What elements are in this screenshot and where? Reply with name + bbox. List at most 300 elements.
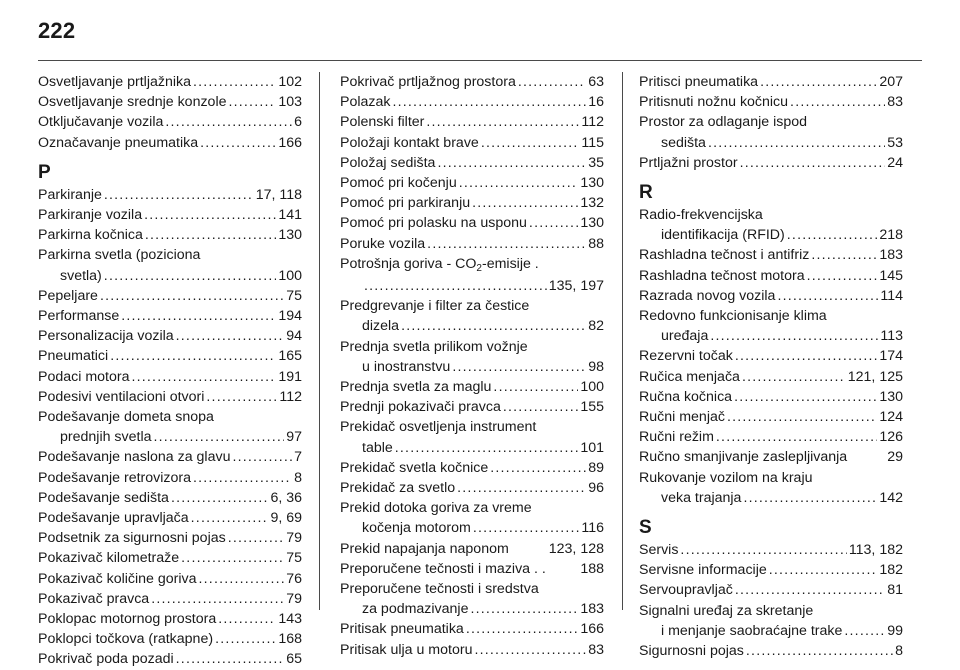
index-entry [639, 468, 903, 508]
index-term: Parkirna kočnica [38, 227, 143, 244]
page-reference: 88 [588, 235, 604, 252]
index-term: Pritisak pneumatika [340, 621, 464, 638]
index-entry-line [340, 559, 604, 579]
index-term: Rukovanje vozilom na kraju [639, 469, 813, 486]
index-entry-line [639, 641, 903, 661]
index-entry [38, 225, 302, 245]
index-term: Sigurnosni pojas [639, 643, 744, 660]
leader-dots [680, 540, 846, 560]
index-entry [340, 417, 604, 457]
index-entry-line [340, 133, 604, 153]
index-term: Pokrivač prtljažnog prostora [340, 74, 516, 90]
leader-dots [743, 488, 877, 508]
gap [847, 447, 887, 467]
leader-dots [466, 619, 579, 639]
leader-dots [777, 286, 878, 306]
index-entry-line [340, 518, 604, 538]
leader-dots [176, 326, 285, 346]
page-reference: 126 [879, 429, 903, 446]
index-entry [38, 407, 302, 447]
index-entry-line [38, 569, 302, 589]
index-entry [639, 266, 903, 286]
index-term: Polazak [340, 94, 391, 111]
page-reference: 113, 182 [848, 542, 903, 559]
index-entry [340, 498, 604, 538]
leader-dots [145, 225, 276, 245]
index-term: Prekidač za svetlo [340, 480, 456, 497]
index-entry-line [38, 528, 302, 548]
index-term: kočenja motorom [362, 520, 471, 537]
index-term: Pritisak ulja u motoru [340, 641, 473, 658]
index-entry-line [340, 296, 604, 316]
index-entry-line [340, 316, 604, 336]
subscript: 2 [476, 262, 482, 274]
index-entry-line [38, 589, 302, 609]
index-entry [38, 92, 302, 112]
index-entry [38, 133, 302, 153]
index-entry-line [639, 387, 903, 407]
page-reference: 155 [580, 399, 604, 416]
index-entry-line [38, 488, 302, 508]
index-entry [38, 649, 302, 669]
index-term: Predgrevanje i filter za čestice [340, 298, 530, 315]
page-reference: 130 [879, 388, 903, 405]
index-entry-line [639, 488, 903, 508]
page-reference: 17, 118 [255, 186, 302, 203]
leader-dots [742, 367, 846, 387]
index-term: Podaci motora [38, 368, 130, 385]
leader-dots [151, 589, 284, 609]
page-reference: 29 [887, 449, 903, 466]
index-letter-heading: S [639, 517, 652, 539]
index-term: Osvetljavanje srednje konzole [38, 94, 227, 111]
index-entry [639, 72, 903, 92]
page-reference: 76 [286, 570, 302, 587]
index-term: table [362, 439, 393, 456]
leader-dots [437, 153, 586, 173]
leader-dots [844, 621, 885, 641]
index-entry-line [38, 112, 302, 132]
page-reference: 79 [286, 590, 302, 607]
leader-dots [199, 569, 285, 589]
page-reference: 9, 69 [270, 510, 302, 527]
index-term: Servoupravljač [639, 582, 733, 599]
leader-dots [218, 609, 276, 629]
index-term: Polenski filter [340, 114, 425, 131]
page-reference: 103 [278, 94, 302, 111]
index-term: Rashladna tečnost motora [639, 267, 805, 284]
page-reference: 145 [879, 267, 903, 284]
leader-dots [121, 306, 276, 326]
index-term: Ručna kočnica [639, 388, 733, 405]
leader-dots [104, 185, 254, 205]
gap [546, 559, 581, 579]
index-entry-line [38, 367, 302, 387]
index-term: Pokazivač količine goriva [38, 570, 197, 587]
leader-dots [364, 276, 547, 296]
index-term: Parkiranje [38, 186, 102, 203]
index-entry [639, 540, 903, 560]
index-term: prednjih svetla [60, 429, 152, 446]
index-term: Potrošnja goriva - $CO_2$-emisije . [340, 255, 539, 274]
index-entry [639, 346, 903, 366]
page-reference: 79 [286, 530, 302, 547]
index-entry-line [340, 397, 604, 417]
column-divider-2 [622, 72, 623, 610]
index-term: Ručica menjača [639, 368, 740, 385]
index-term: Servis [639, 542, 679, 559]
page-reference: 165 [278, 348, 302, 365]
index-entry [340, 213, 604, 233]
index-entry-line [639, 112, 903, 132]
index-entry [38, 447, 302, 467]
index-entry [639, 92, 903, 112]
index-term: i menjanje saobraćajne trake [661, 622, 843, 639]
page-reference: 16 [588, 94, 604, 111]
index-entry-line [639, 133, 903, 153]
page-reference: 130 [278, 227, 302, 244]
page-reference: 168 [278, 631, 302, 648]
index-column-3 [639, 72, 903, 661]
leader-dots [395, 438, 579, 458]
index-entry [340, 112, 604, 132]
index-entry-line [340, 173, 604, 193]
index-column-2 [340, 72, 604, 660]
index-entry-line [340, 357, 604, 377]
index-term: Prtljažni prostor [639, 154, 738, 171]
index-entry-line [340, 234, 604, 254]
index-term: Prekid dotoka goriva za vreme [340, 500, 532, 517]
page-reference: 24 [887, 154, 903, 171]
index-term: Prekidač osvetljenja instrument [340, 419, 537, 436]
index-term: Personalizacija vozila [38, 328, 174, 345]
index-entry [340, 193, 604, 213]
index-entry [639, 641, 903, 661]
leader-dots [452, 357, 586, 377]
index-entry [38, 112, 302, 132]
index-entry [340, 92, 604, 112]
index-entry [340, 133, 604, 153]
page-reference: 75 [286, 550, 302, 567]
index-entry [340, 539, 604, 559]
page-reference: 98 [588, 358, 604, 375]
index-entry [340, 579, 604, 619]
index-term: Ručno smanjivanje zaslepljivanja [639, 449, 848, 466]
index-entry-line [340, 92, 604, 112]
page-reference: 83 [887, 94, 903, 111]
leader-dots [518, 72, 586, 92]
index-entry-line [639, 245, 903, 265]
leader-dots [735, 346, 877, 366]
page-reference: 94 [286, 328, 302, 345]
leader-dots [735, 580, 885, 600]
index-entry [340, 640, 604, 660]
index-letter-heading: R [639, 182, 653, 204]
page-reference: 182 [879, 562, 903, 579]
index-entry [639, 367, 903, 387]
index-entry-line [639, 286, 903, 306]
index-entry-line [639, 225, 903, 245]
index-term: veka trajanja [661, 489, 742, 506]
index-term: Rashladna tečnost i antifriz [639, 247, 810, 264]
leader-dots [110, 346, 276, 366]
page-reference: 116 [581, 520, 604, 537]
leader-dots [104, 266, 277, 286]
index-entry-line [340, 377, 604, 397]
index-entry-line [38, 427, 302, 447]
index-entry [38, 367, 302, 387]
index-entry [639, 427, 903, 447]
leader-dots [473, 518, 580, 538]
index-term: Podsetnik za sigurnosni pojas [38, 530, 226, 547]
index-term: svetla) [60, 267, 102, 284]
index-term: Podešavanje sedišta [38, 489, 169, 506]
page-reference: 97 [286, 429, 302, 446]
index-entry [639, 407, 903, 427]
index-term: Otključavanje vozila [38, 114, 164, 131]
index-entry [38, 286, 302, 306]
leader-dots [811, 245, 877, 265]
index-term: Ručni režim [639, 429, 714, 446]
page-reference: 89 [588, 459, 604, 476]
page-reference: 6 [294, 114, 302, 131]
page-reference: 6, 36 [270, 489, 302, 506]
index-entry-line [38, 447, 302, 467]
leader-dots [206, 387, 277, 407]
page-reference: 135, 197 [548, 278, 604, 295]
index-entry [639, 387, 903, 407]
index-entry-line [340, 478, 604, 498]
index-entry [639, 205, 903, 245]
leader-dots [457, 478, 586, 498]
leader-dots [176, 649, 285, 669]
page-reference: 166 [278, 134, 302, 151]
index-entry-line [38, 346, 302, 366]
index-entry [639, 560, 903, 580]
page-reference: 130 [580, 215, 604, 232]
index-entry [639, 447, 903, 467]
index-term: za podmazivanje [362, 601, 469, 618]
page-reference: 63 [588, 74, 604, 90]
leader-dots [716, 427, 877, 447]
index-term: u inostranstvu [362, 358, 451, 375]
index-entry [38, 306, 302, 326]
page-reference: 121, 125 [847, 368, 903, 385]
index-term: Položaj sedišta [340, 154, 436, 171]
index-entry-line [639, 621, 903, 641]
index-term: Poklopci točkova (ratkapne) [38, 631, 214, 648]
index-entry [38, 508, 302, 528]
index-term: Pepeljare [38, 287, 98, 304]
index-entry-line [38, 245, 302, 265]
page-reference: 123, 128 [548, 540, 604, 557]
index-term: Signalni uređaj za skretanje [639, 602, 814, 619]
leader-dots [529, 213, 578, 233]
index-entry-line [38, 387, 302, 407]
index-entry-line [38, 649, 302, 669]
index-entry [639, 112, 903, 152]
index-entry-line [340, 498, 604, 518]
leader-dots [727, 407, 877, 427]
leader-dots [474, 640, 586, 660]
leader-dots [472, 193, 578, 213]
leader-dots [426, 112, 579, 132]
index-term: Servisne informacije [639, 562, 767, 579]
page-reference: 166 [580, 621, 604, 638]
index-entry-line [639, 580, 903, 600]
index-term: sedišta [661, 134, 706, 151]
index-entry [340, 296, 604, 336]
index-entry-line [340, 438, 604, 458]
index-term: Poruke vozila [340, 235, 426, 252]
index-entry-line [38, 72, 302, 92]
leader-dots [427, 234, 586, 254]
index-entry-line [639, 601, 903, 621]
index-letter-heading: P [38, 161, 51, 183]
leader-dots [490, 458, 586, 478]
index-entry-line [639, 407, 903, 427]
index-entry [38, 629, 302, 649]
index-term: Preporučene tečnosti i maziva . . [340, 560, 546, 577]
index-term: Radio-frekvencijska [639, 207, 763, 224]
leader-dots [193, 468, 292, 488]
index-entry-line [38, 133, 302, 153]
index-entry [340, 619, 604, 639]
index-term: Podešavanje retrovizora [38, 469, 191, 486]
index-term: Pomoć pri polasku na usponu [340, 215, 527, 232]
leader-dots [154, 427, 285, 447]
index-entry-line [639, 346, 903, 366]
index-term: Parkirna svetla (poziciona [38, 247, 201, 264]
leader-dots [708, 133, 885, 153]
index-entry [38, 245, 302, 285]
leader-dots [493, 377, 578, 397]
leader-dots [228, 528, 285, 548]
index-entry-line [340, 72, 604, 92]
index-term: Podešavanje naslona za glavu [38, 449, 231, 466]
index-term: Prednji pokazivači pravca [340, 399, 501, 416]
leader-dots [470, 599, 578, 619]
index-term: Položaji kontakt brave [340, 134, 479, 151]
index-entry [38, 528, 302, 548]
index-entry [340, 234, 604, 254]
index-entry-line [38, 286, 302, 306]
leader-dots [191, 508, 269, 528]
index-entry [639, 245, 903, 265]
page-reference: 188 [580, 560, 604, 577]
page-reference: 112 [581, 114, 604, 131]
index-entry-line [340, 193, 604, 213]
index-entry-line [340, 599, 604, 619]
page-reference: 114 [880, 287, 903, 304]
page-reference: 7 [294, 449, 302, 466]
page-number: 222 [38, 18, 76, 43]
index-entry-line [639, 153, 903, 173]
leader-dots [746, 641, 893, 661]
leader-dots [392, 92, 586, 112]
index-entry-line [340, 640, 604, 660]
index-term: Preporučene tečnosti i sredstva [340, 581, 539, 598]
index-entry [38, 387, 302, 407]
leader-dots [459, 173, 579, 193]
leader-dots [215, 629, 276, 649]
page-reference: 100 [580, 379, 604, 396]
index-entry-line [38, 548, 302, 568]
leader-dots [193, 72, 276, 92]
index-entry [340, 559, 604, 579]
index-term: Pomoć pri parkiranju [340, 195, 471, 212]
leader-dots [740, 153, 886, 173]
index-entry-line [340, 153, 604, 173]
index-entry-line [639, 306, 903, 326]
page-reference: 35 [588, 154, 604, 171]
index-entry-line [38, 225, 302, 245]
page-reference: 101 [580, 439, 604, 456]
index-term: Prednja svetla za maglu [340, 379, 492, 396]
page-reference: 174 [879, 348, 903, 365]
index-entry-line [38, 92, 302, 112]
index-term: Pokazivač kilometraže [38, 550, 180, 567]
leader-dots [787, 225, 878, 245]
index-entry [340, 254, 604, 296]
leader-dots [401, 316, 586, 336]
page-reference: 194 [278, 308, 302, 325]
index-entry-line [340, 276, 604, 296]
page-reference: 113 [880, 328, 903, 345]
index-entry-line [38, 629, 302, 649]
index-entry [38, 205, 302, 225]
page-reference: 124 [879, 409, 903, 426]
index-entry-line [38, 266, 302, 286]
index-entry [340, 377, 604, 397]
index-entry [38, 468, 302, 488]
page-reference: 102 [278, 74, 302, 90]
index-term: Prekidač svetla kočnice [340, 459, 489, 476]
leader-dots [100, 286, 284, 306]
index-entry-line [340, 112, 604, 132]
index-term: dizela [362, 318, 400, 335]
index-term: Poklopac motornog prostora [38, 611, 217, 628]
leader-dots [144, 205, 276, 225]
index-entry-line [639, 205, 903, 225]
page-reference: 53 [887, 134, 903, 151]
index-entry-line [639, 540, 903, 560]
index-entry [340, 72, 604, 92]
page-reference: 83 [588, 641, 604, 658]
index-term: Razrada novog vozila [639, 287, 776, 304]
page-reference: 141 [278, 207, 302, 224]
index-term: Pokazivač pravca [38, 590, 150, 607]
index-entry [639, 580, 903, 600]
gap [509, 539, 549, 559]
index-entry-line [340, 417, 604, 437]
page-reference: 115 [581, 134, 604, 151]
index-term: Podešavanje upravljača [38, 510, 189, 527]
page-reference: 100 [278, 267, 302, 284]
index-entry [38, 609, 302, 629]
leader-dots [760, 72, 877, 92]
index-term: Prostor za odlaganje ispod [639, 114, 807, 131]
page-reference: 99 [887, 622, 903, 639]
index-term: Podesivi ventilacioni otvori [38, 388, 205, 405]
index-entry-line [340, 254, 604, 276]
index-entry [38, 548, 302, 568]
leader-dots [200, 133, 276, 153]
index-entry [639, 286, 903, 306]
index-term: Ručni menjač [639, 409, 725, 426]
index-entry-line [38, 609, 302, 629]
index-term: Podešavanje dometa snopa [38, 409, 214, 426]
